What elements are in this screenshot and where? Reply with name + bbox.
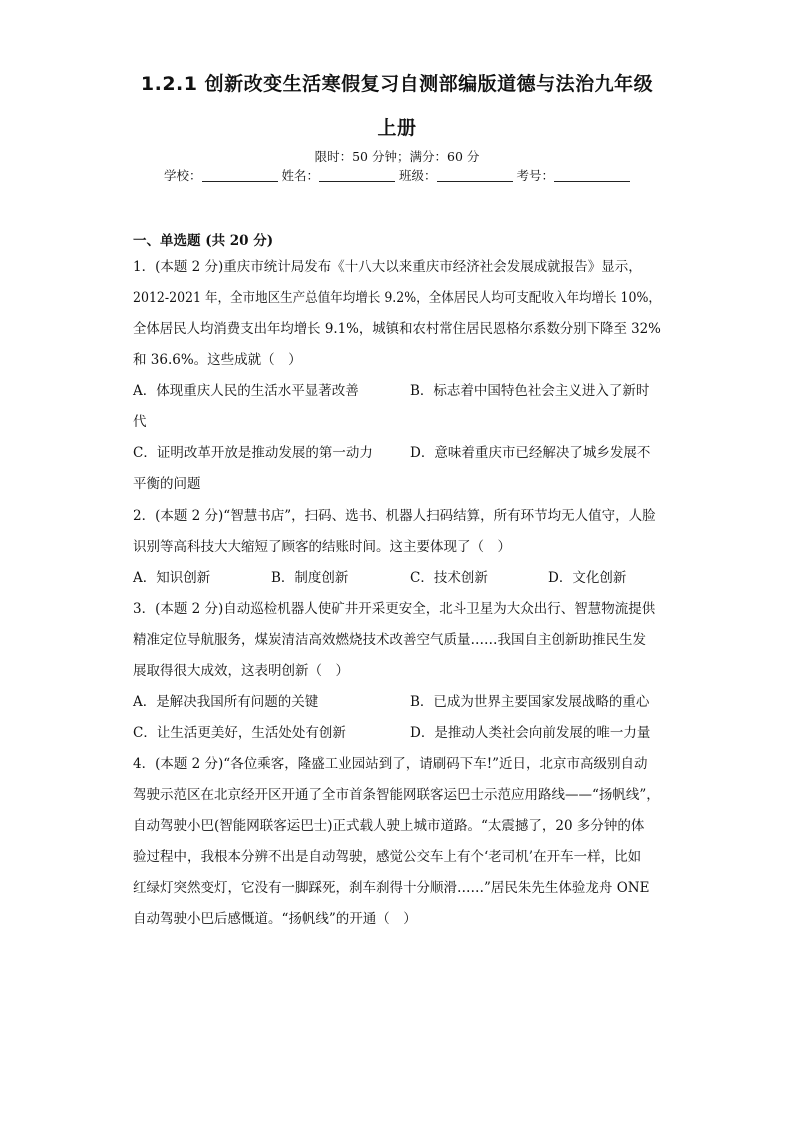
question-1-option-d-continued: 平衡的问题 [133, 476, 201, 492]
question-1-option-d: D．意味着重庆市已经解决了城乡发展不 [410, 445, 651, 461]
class-blank [437, 168, 513, 182]
student-info-row [164, 166, 630, 184]
question-2-line-2: 识别等高科技大大缩短了顾客的结账时间。这主要体现了（ ） [133, 539, 511, 555]
school-blank [202, 168, 278, 182]
question-2-option-d: D．文化创新 [548, 570, 627, 586]
name-blank [319, 168, 395, 182]
question-2-option-a: A．知识创新 [133, 570, 211, 586]
exam-title-line-1: 1.2.1 创新改变生活寒假复习自测部编版道德与法治九年级 [140, 73, 654, 95]
question-4-line-2: 驾驶示范区在北京经开区开通了全市首条智能网联客运巴士示范应用路线——“扬帆线”， [133, 787, 660, 803]
question-3-line-3: 展取得很大成效，这表明创新（ ） [133, 663, 349, 679]
question-3-line-2: 精准定位导航服务，煤炭清洁高效燃烧技术改善空气质量……我国自主创新助推民生发 [133, 632, 646, 648]
question-4-line-5: 红绿灯突然变灯，它没有一脚踩死，刹车刹得十分顺滑……”居民朱先生体验龙舟 ONE [133, 880, 650, 896]
question-1-line-4: 和 36.6%。这些成就（ ） [133, 352, 302, 368]
question-4-line-3: 自动驾驶小巴(智能网联客运巴士)正式载人驶上城市道路。“太震撼了，20 多分钟的体 [133, 818, 645, 834]
question-2-line-1: 2．(本题 2 分)“智慧书店”，扫码、选书、机器人扫码结算，所有环节均无人值守，人脸 [133, 508, 656, 524]
question-3-option-c: C．让生活更美好，生活处处有创新 [133, 725, 346, 741]
question-1-option-c: C．证明改革开放是推动发展的第一动力 [133, 445, 373, 461]
section-heading: 一、单选题 (共 20 分) [133, 233, 274, 249]
question-1-line-1: 1．(本题 2 分)重庆市统计局发布《十八大以来重庆市经济社会发展成就报告》显示， [133, 259, 642, 275]
class-label: 班级： [399, 168, 437, 183]
question-4-line-4: 验过程中，我根本分辨不出是自动驾驶，感觉公交车上有个‘老司机’在开车一样，比如 [133, 849, 642, 865]
question-2-option-b: B．制度创新 [271, 570, 349, 586]
exam-title-line-2: 上册 [377, 117, 417, 139]
question-3-option-a: A．是解决我国所有问题的关键 [133, 694, 319, 710]
question-1-option-a: A．体现重庆人民的生活水平显著改善 [133, 383, 359, 399]
question-4-line-1: 4．(本题 2 分)“各位乘客，隆盛工业园站到了，请刷码下车!”近日，北京市高级别自动 [133, 756, 648, 772]
question-3-option-b: B．已成为世界主要国家发展战略的重心 [410, 694, 650, 710]
question-1-option-b: B．标志着中国特色社会主义进入了新时 [410, 383, 650, 399]
number-blank [554, 168, 630, 182]
question-3-line-1: 3．(本题 2 分)自动巡检机器人使矿井开采更安全，北斗卫星为大众出行、智慧物流提供 [133, 601, 656, 617]
number-label: 考号： [516, 168, 555, 183]
name-label: 姓名： [281, 168, 320, 183]
question-2-option-c: C．技术创新 [410, 570, 488, 586]
question-1-line-2: 2012-2021 年，全市地区生产总值年均增长 9.2%，全体居民人均可支配收入年均增长 10%， [133, 290, 661, 306]
question-1-line-3: 全体居民人均消费支出年均增长 9.1%，城镇和农村常住居民恩格尔系数分别下降至 32% [133, 321, 661, 337]
time-score-limits: 限时：50 分钟；满分：60 分 [314, 149, 480, 164]
question-4-line-6: 自动驾驶小巴后感慨道。“扬帆线”的开通（ ） [133, 911, 417, 927]
question-1-option-b-continued: 代 [133, 414, 147, 430]
school-label: 学校： [164, 168, 202, 183]
question-3-option-d: D．是推动人类社会向前发展的唯一力量 [410, 725, 651, 741]
